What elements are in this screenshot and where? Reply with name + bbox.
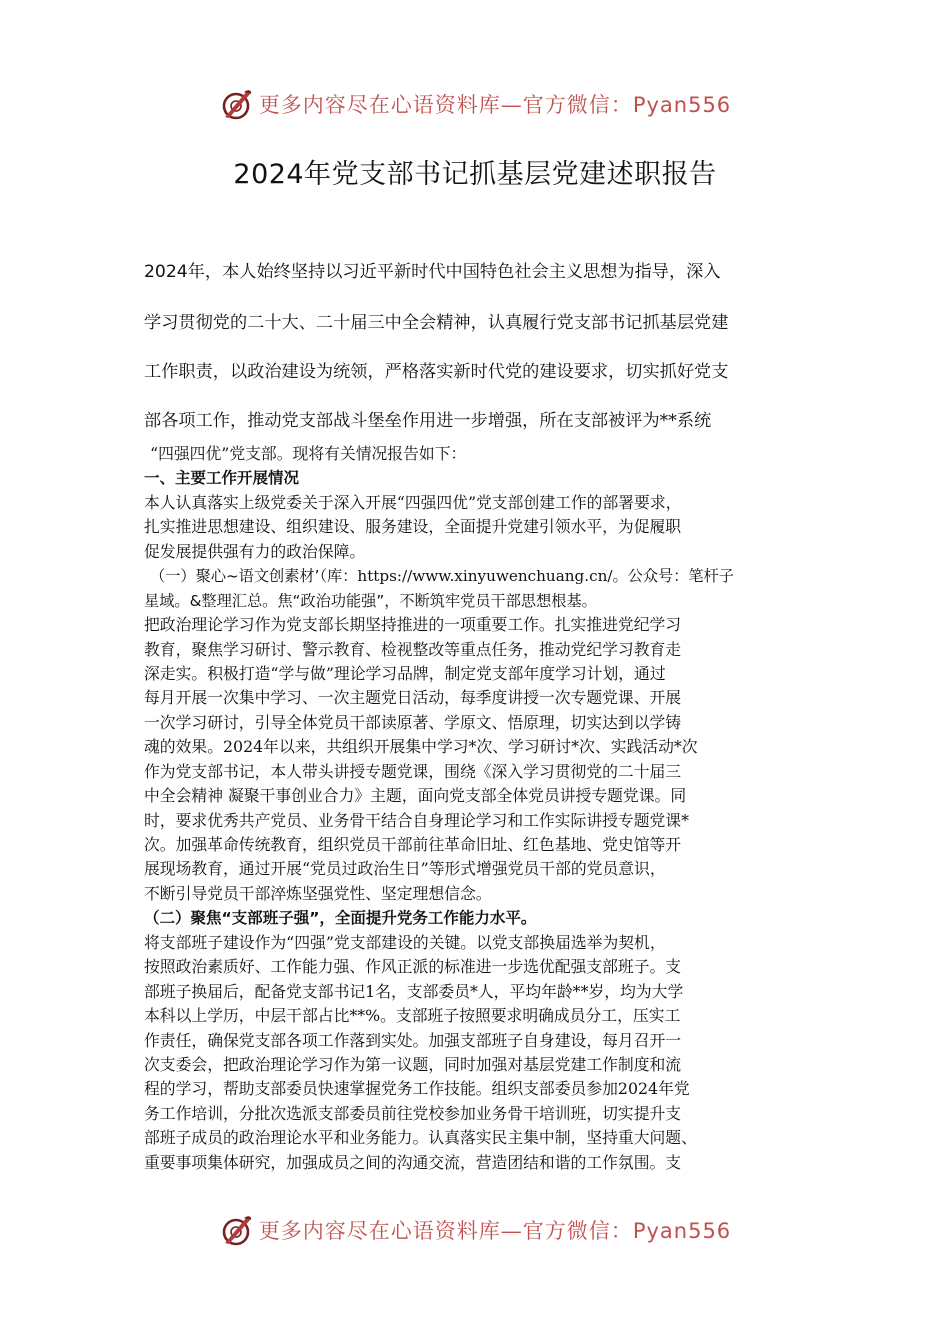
text-line: 展现场教育，通过开展“党员过政治生日”等形式增强党员干部的党员意识， [144, 859, 666, 879]
text-line: 不断引导党员干部淬炼坚强党性、坚定理想信念。 [144, 883, 492, 903]
page-title: 2024年党支部书记抓基层党建述职报告 [233, 159, 717, 190]
text-line: 中全会精神 凝聚干事创业合力》主题，面向党支部全体党员讲授专题党课。同 [144, 786, 687, 806]
footer-banner [0, 1210, 950, 1250]
text-line: 教育，聚焦学习研讨、警示教育、检视整改等重点任务，推动党纪学习教育走 [144, 639, 682, 659]
text-line: “四强四优”党支部。现将有关情况报告如下： [150, 444, 467, 463]
text-line: 深走实。积极打造“学与做”理论学习品牌，制定党支部年度学习计划，通过 [144, 663, 666, 683]
text-line: 本人认真落实上级党委关于深入开展“四强四优”党支部创建工作的部署要求， [144, 492, 682, 512]
intro-line-3: 工作职责，以政治建设为统领，严格落实新时代党的建设要求，切实抓好党支 [144, 362, 729, 382]
banner-text: 更多内容尽在心语资料库—官方微信：Pyan556 [258, 93, 732, 117]
text-line: 将支部班子建设作为“四强”党支部建设的关键。以党支部换届选举为契机， [144, 932, 666, 952]
text-line: 本科以上学历，中层干部占比**%。支部班子按照要求明确成员分工，压实工 [144, 1006, 681, 1026]
intro-line-1: 2024年，本人始终坚持以习近平新时代中国特色社会主义思想为指导，深入 [144, 262, 721, 282]
header-banner [0, 84, 950, 124]
text-line: 魂的效果。2024年以来，共组织开展集中学习*次、学习研讨*次、实践活动*次 [144, 737, 698, 757]
text-line: 作为党支部书记，本人带头讲授专题党课，围绕《深入学习贯彻党的二十届三 [144, 761, 682, 781]
text-line: 时，要求优秀共产党员、业务骨干结合自身理论学习和工作实际讲授专题党课* [144, 810, 689, 830]
text-line: 星域。&整理汇总。焦“政治功能强”，不断筑牢党员干部思想根基。 [144, 591, 597, 610]
text-line: 扎实推进思想建设、组织建设、服务建设，全面提升党建引领水平，为促履职 [144, 517, 682, 537]
intro-line-4: 部各项工作，推动党支部战斗堡垒作用进一步增强，所在支部被评为**系统 [144, 411, 712, 431]
quill-pen-circle-logo [219, 1213, 253, 1247]
quill-pen-circle-logo [219, 87, 253, 121]
text-line: 次支委会，把政治理论学习作为第一议题，同时加强对基层党建工作制度和流 [144, 1054, 682, 1074]
text-line: 部班子换届后，配备党支部书记1名，支部委员*人，平均年龄**岁，均为大学 [144, 981, 684, 1001]
subsection-heading: （二）聚焦“支部班子强”，全面提升党务工作能力水平。 [144, 909, 537, 928]
text-line: 次。加强革命传统教育，组织党员干部前往革命旧址、红色基地、党史馆等开 [144, 835, 682, 854]
text-line: 务工作培训，分批次选派支部委员前往党校参加业务骨干培训班，切实提升支 [144, 1103, 682, 1123]
subsection-heading: （一）聚心~语文创素材’（库：https://www.xinyuwenchuang.cn/。公众号：笔杆子 [150, 567, 734, 586]
text-line: 促发展提供强有力的政治保障。 [144, 541, 366, 561]
intro-line-2: 学习贯彻党的二十大、二十届三中全会精神，认真履行党支部书记抓基层党建 [144, 313, 729, 333]
banner-text: 更多内容尽在心语资料库—官方微信：Pyan556 [258, 1219, 732, 1243]
text-line: 部班子成员的政治理论水平和业务能力。认真落实民主集中制，坚持重大问题、 [144, 1128, 697, 1148]
text-line: 作责任，确保党支部各项工作落到实处。加强支部班子自身建设，每月召开一 [144, 1030, 682, 1050]
wechat-id: Pyan556 [632, 1219, 732, 1243]
text-line: 按照政治素质好、工作能力强、作风正派的标准进一步选优配强支部班子。支 [144, 957, 682, 977]
text-line: 每月开展一次集中学习、一次主题党日活动，每季度讲授一次专题党课、开展 [144, 688, 682, 708]
text-line: 程的学习，帮助支部委员快速掌握党务工作技能。组织支部委员参加2024年党 [144, 1079, 690, 1099]
text-line: 把政治理论学习作为党支部长期坚持推进的一项重要工作。扎实推进党纪学习 [144, 615, 682, 635]
text-line: 重要事项集体研究，加强成员之间的沟通交流，营造团结和谐的工作氛围。支 [144, 1152, 682, 1172]
wechat-id: Pyan556 [632, 93, 732, 117]
text-line: 一次学习研讨，引导全体党员干部读原著、学原文、悟原理，切实达到以学铸 [144, 712, 682, 732]
report-body [144, 442, 824, 1175]
section-heading: 一、主要工作开展情况 [144, 469, 300, 488]
